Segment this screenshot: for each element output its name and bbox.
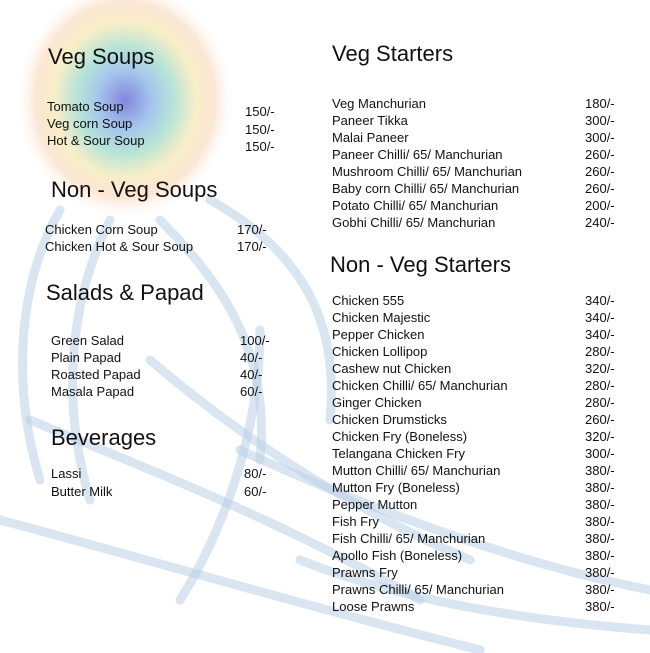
menu-item-price: 380/- xyxy=(585,463,615,478)
menu-item-price: 340/- xyxy=(585,327,615,342)
section-title: Veg Starters xyxy=(332,41,454,66)
menu-item-name: Chicken Majestic xyxy=(332,310,431,325)
menu-item-price: 320/- xyxy=(585,361,615,376)
menu-item-name: Green Salad xyxy=(51,333,124,348)
menu-item-price: 300/- xyxy=(585,446,615,461)
menu-item-price: 100/- xyxy=(240,333,270,348)
menu-item-price: 170/- xyxy=(237,239,267,254)
menu-item-price: 380/- xyxy=(585,531,615,546)
menu-item-price: 150/- xyxy=(245,139,275,154)
menu-item-name: Potato Chilli/ 65/ Manchurian xyxy=(332,198,499,213)
menu-item-name: Mutton Fry (Boneless) xyxy=(332,480,460,495)
menu-item-name: Cashew nut Chicken xyxy=(332,361,452,376)
menu-item-name: Telangana Chicken Fry xyxy=(332,446,465,461)
menu-item-name: Malai Paneer xyxy=(332,130,409,145)
section-title: Beverages xyxy=(51,425,157,450)
menu-item-price: 380/- xyxy=(585,599,615,614)
menu-item-name: Baby corn Chilli/ 65/ Manchurian xyxy=(332,181,520,196)
menu-item-name: Chicken Lollipop xyxy=(332,344,428,359)
menu-item-price: 320/- xyxy=(585,429,615,444)
menu-item-name: Prawns Fry xyxy=(332,565,398,580)
menu-item-name: Fish Fry xyxy=(332,514,379,529)
menu-item-price: 200/- xyxy=(585,198,615,213)
section-title: Veg Soups xyxy=(48,44,155,69)
menu-item-price: 60/- xyxy=(244,484,267,499)
menu-item-name: Ginger Chicken xyxy=(332,395,422,410)
menu-item-name: Lassi xyxy=(51,466,82,481)
menu-item-price: 300/- xyxy=(585,113,615,128)
menu-item-price: 380/- xyxy=(585,582,615,597)
menu-item-price: 280/- xyxy=(585,395,615,410)
menu-item-name: Plain Papad xyxy=(51,350,122,365)
menu-item-name: Paneer Chilli/ 65/ Manchurian xyxy=(332,147,503,162)
menu-item-name: Gobhi Chilli/ 65/ Manchurian xyxy=(332,215,496,230)
menu-item-name: Roasted Papad xyxy=(51,367,141,382)
menu-item-price: 150/- xyxy=(245,104,275,119)
section-title: Salads & Papad xyxy=(46,280,204,305)
menu-item-name: Paneer Tikka xyxy=(332,113,408,128)
menu-item-price: 80/- xyxy=(244,466,267,481)
menu-item-price: 60/- xyxy=(240,384,263,399)
menu-item-name: Butter Milk xyxy=(51,484,113,499)
menu-item-name: Chicken 555 xyxy=(332,293,405,308)
menu-item-name: Fish Chilli/ 65/ Manchurian xyxy=(332,531,486,546)
section-title: Non - Veg Soups xyxy=(51,177,218,202)
section-title: Non - Veg Starters xyxy=(330,252,511,277)
menu-item-price: 280/- xyxy=(585,344,615,359)
menu-item-name: Loose Prawns xyxy=(332,599,415,614)
menu-item-price: 180/- xyxy=(585,96,615,111)
menu-item-price: 380/- xyxy=(585,480,615,495)
menu-item-name: Chicken Fry (Boneless) xyxy=(332,429,468,444)
menu-item-price: 260/- xyxy=(585,147,615,162)
menu-item-name: Chicken Drumsticks xyxy=(332,412,447,427)
menu-item-name: Pepper Chicken xyxy=(332,327,425,342)
menu-item-price: 260/- xyxy=(585,181,615,196)
menu-item-price: 380/- xyxy=(585,548,615,563)
menu-item-price: 40/- xyxy=(240,350,263,365)
menu-item-name: Veg Manchurian xyxy=(332,96,426,111)
menu-item-price: 340/- xyxy=(585,310,615,325)
menu-item-price: 380/- xyxy=(585,497,615,512)
menu-item-name: Apollo Fish (Boneless) xyxy=(332,548,463,563)
menu-item-name: Prawns Chilli/ 65/ Manchurian xyxy=(332,582,504,597)
menu-item-name: Tomato Soup xyxy=(47,99,124,114)
menu-item-price: 280/- xyxy=(585,378,615,393)
menu-item-price: 170/- xyxy=(237,222,267,237)
menu-item-price: 340/- xyxy=(585,293,615,308)
menu-item-price: 260/- xyxy=(585,164,615,179)
menu-item-name: Chicken Corn Soup xyxy=(45,222,158,237)
menu-item-price: 150/- xyxy=(245,122,275,137)
menu-item-price: 260/- xyxy=(585,412,615,427)
menu-item-name: Mushroom Chilli/ 65/ Manchurian xyxy=(332,164,523,179)
menu-item-name: Mutton Chilli/ 65/ Manchurian xyxy=(332,463,501,478)
menu-item-name: Pepper Mutton xyxy=(332,497,418,512)
menu-item-name: Masala Papad xyxy=(51,384,135,399)
menu-item-name: Hot & Sour Soup xyxy=(47,133,145,148)
menu-item-price: 380/- xyxy=(585,514,615,529)
menu-item-price: 380/- xyxy=(585,565,615,580)
menu-item-name: Chicken Hot & Sour Soup xyxy=(45,239,194,254)
menu-item-price: 40/- xyxy=(240,367,263,382)
menu-item-name: Veg corn Soup xyxy=(47,116,133,131)
menu-item-name: Chicken Chilli/ 65/ Manchurian xyxy=(332,378,508,393)
menu-item-price: 300/- xyxy=(585,130,615,145)
menu-item-price: 240/- xyxy=(585,215,615,230)
